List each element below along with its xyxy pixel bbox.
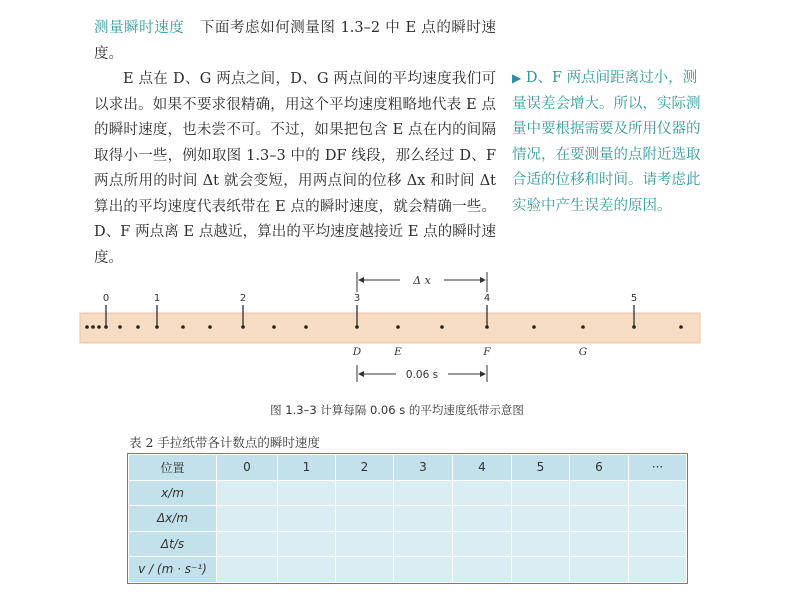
table-cell[interactable] [278, 480, 336, 506]
tape-dot [304, 325, 308, 329]
tape-dot [440, 325, 444, 329]
header-col-5: 4 [453, 455, 512, 481]
header-col-6: 5 [512, 455, 570, 481]
delta-x-label: Δ x [413, 274, 431, 287]
tape-dot [581, 325, 585, 329]
table-cell[interactable] [336, 506, 394, 532]
table-cell[interactable] [278, 557, 336, 583]
table-cell[interactable] [512, 557, 570, 583]
time-interval-label: 0.06 s [405, 369, 439, 381]
tape-dot [208, 325, 212, 329]
count-point-number: 1 [153, 293, 161, 304]
table-cell[interactable] [394, 506, 453, 532]
table-cell[interactable] [453, 480, 512, 506]
tape-dot [181, 325, 185, 329]
row-label: x/m [129, 480, 217, 506]
intro-text: 下面考虑如何测量图 1.3–2 中 E 点的瞬时速度。 [94, 20, 497, 62]
table-body [129, 480, 687, 582]
table-cell[interactable] [453, 506, 512, 532]
table-cell[interactable] [570, 557, 629, 583]
table-cell[interactable] [278, 506, 336, 532]
table-cell[interactable] [512, 531, 570, 557]
count-point-number: 3 [353, 293, 361, 304]
tape-dot [85, 325, 89, 329]
table-cell[interactable] [336, 480, 394, 506]
table-row [129, 506, 687, 532]
count-point-number: 2 [239, 293, 247, 304]
tape-dot [118, 325, 122, 329]
table-row [129, 531, 687, 557]
table-cell[interactable] [629, 480, 687, 506]
tape-dot [679, 325, 683, 329]
table-cell[interactable] [629, 506, 687, 532]
table-cell[interactable] [217, 557, 278, 583]
table-header-row [129, 455, 687, 481]
table-cell[interactable] [570, 506, 629, 532]
header-col-8: ··· [629, 455, 687, 481]
arrowhead-left-icon [358, 277, 364, 283]
paragraph-body: E 点在 D、G 两点之间，D、G 两点间的平均速度我们可以求出。如果不要求很精确，用这个平均速度粗略地代表 E 点的瞬时速度，也未尝不可。不过，如果把包含 E 点在内的间隔取得小一些，例如取图 1.3–3 中的 DF 线段，那么经过 D、F 两点所用的时间 Δt 就会变短，用两点间的位移 Δx 和时间 Δt 算出的平均速度代表纸带在 E 点的瞬时速度，就会精确一些。D、F 两点离 E 点越近，算出的平均速度越接近 E 点的瞬时速度。 [94, 71, 496, 266]
header-position: 位置 [129, 455, 217, 481]
table-cell[interactable] [629, 531, 687, 557]
header-col-7: 6 [570, 455, 629, 481]
table-cell[interactable] [336, 531, 394, 557]
count-point-number: 4 [483, 293, 491, 304]
table-cell[interactable] [394, 557, 453, 583]
table-cell[interactable] [278, 531, 336, 557]
tape-dot [91, 325, 95, 329]
table-cell[interactable] [629, 557, 687, 583]
count-point-number: 0 [102, 293, 110, 304]
section-heading: 测量瞬时速度 [94, 20, 185, 36]
point-letter-d: D [352, 346, 362, 358]
triangle-marker-icon: ▶ [512, 71, 522, 85]
header-col-4: 3 [394, 455, 453, 481]
figure-caption: 图 1.3–3 计算每隔 0.06 s 的平均速度纸带示意图 [270, 403, 524, 417]
table-cell[interactable] [394, 480, 453, 506]
table-cell[interactable] [336, 557, 394, 583]
point-letter-f: F [483, 346, 491, 358]
table-cell[interactable] [453, 557, 512, 583]
paper-tape [80, 313, 700, 343]
point-letter-g: G [578, 346, 588, 358]
table-cell[interactable] [217, 531, 278, 557]
table-cell[interactable] [512, 506, 570, 532]
row-label: Δt/s [129, 531, 217, 557]
velocity-table [128, 454, 687, 583]
table-cell[interactable] [570, 531, 629, 557]
table-row [129, 480, 687, 506]
table-cell[interactable] [394, 531, 453, 557]
table-cell[interactable] [570, 480, 629, 506]
table-cell[interactable] [453, 531, 512, 557]
header-col-3: 2 [336, 455, 394, 481]
side-note-text: D、F 两点间距离过小，测量误差会增大。所以，实际测量中要根据需要及所用仪器的情况，在要测量的点附近选取合适的位移和时间。请考虑此实验中产生误差的原因。 [512, 70, 701, 214]
row-label: v / (m · s⁻¹) [129, 557, 217, 583]
point-letter-e: E [394, 346, 402, 358]
tape-dot [396, 325, 400, 329]
tape-dot [97, 325, 101, 329]
header-col-2: 1 [278, 455, 336, 481]
tape-dot [532, 325, 536, 329]
tape-dot [272, 325, 276, 329]
row-label: Δx/m [129, 506, 217, 532]
arrowhead-right-icon [480, 277, 486, 283]
arrowhead-right-icon [480, 371, 486, 377]
tape-dot [136, 325, 140, 329]
table-cell[interactable] [217, 480, 278, 506]
table-cell[interactable] [217, 506, 278, 532]
arrowhead-left-icon [358, 371, 364, 377]
count-point-number: 5 [630, 293, 638, 304]
table-row [129, 557, 687, 583]
table-title: 表 2 手拉纸带各计数点的瞬时速度 [129, 435, 320, 450]
table-cell[interactable] [512, 480, 570, 506]
header-col-1: 0 [217, 455, 278, 481]
